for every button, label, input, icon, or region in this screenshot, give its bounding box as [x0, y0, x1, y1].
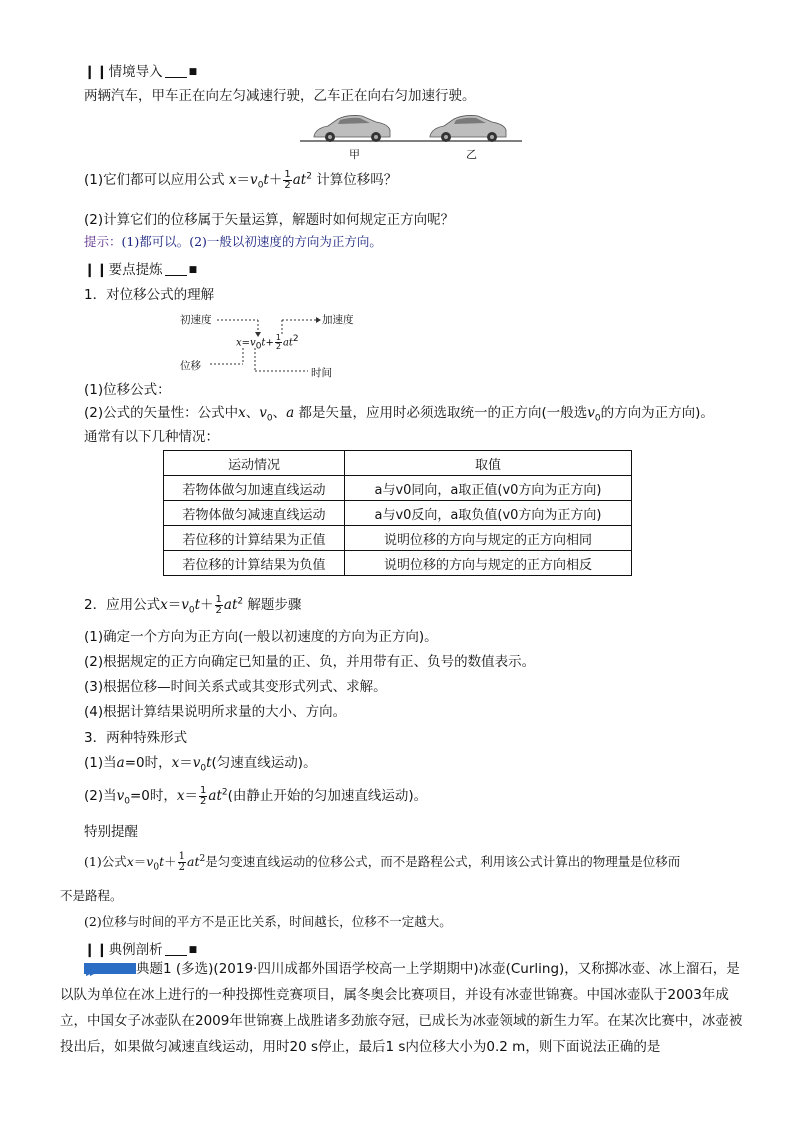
table-cell: 说明位移的方向与规定的正方向相反	[345, 551, 632, 576]
diagram-formula: $x=v_0t+$ $\frac{1}{2}$ $at^2$	[236, 333, 299, 352]
table-cell: 若物体做匀减速直线运动	[164, 501, 345, 526]
point-1: (1)位移公式：	[84, 382, 171, 398]
table-row	[164, 501, 632, 526]
section-header-scenario: ❙❙情境导入 ■	[84, 64, 198, 80]
heading-2: 2．应用公式$x=v_0t+$ $\frac{1}{2}$ $at^2$ 解题步骤	[84, 593, 302, 616]
label-time: 时间	[311, 367, 332, 379]
heading-1: 1．对位移公式的理解	[84, 287, 215, 303]
label-displacement: 位移	[180, 360, 201, 372]
motion-cases-table	[163, 450, 632, 576]
tip-2: (2)位移与时间的平方不是正比关系，时间越长，位移不一定越大。	[84, 914, 452, 929]
cars-illustration	[300, 108, 522, 158]
table-row	[164, 526, 632, 551]
special-case-1: (1)当a=0时，$x=v_0t$(匀速直线运动)。	[84, 755, 317, 774]
hint: 提示：(1)都可以。(2)一般以初速度的方向为正方向。	[84, 234, 382, 249]
section-title: 情境导入	[108, 64, 163, 80]
example-badge-icon	[84, 963, 136, 974]
step-4: (4)根据计算结果说明所求量的大小、方向。	[84, 704, 347, 720]
tip-1-continued: 不是路程。	[60, 888, 123, 903]
point-3: 通常有以下几种情况：	[84, 429, 219, 445]
table-cell: 说明位移的方向与规定的正方向相同	[345, 526, 632, 551]
section-title: 要点提炼	[108, 262, 163, 278]
table-header-cell: 运动情况	[164, 451, 345, 476]
step-2: (2)根据规定的正方向确定已知量的正、负，并用带有正、负号的数值表示。	[84, 654, 536, 670]
car-label-jia: 甲	[349, 148, 360, 161]
displacement-formula: $x=v_0t+$ $\frac{1}{2}$ $at^2$	[228, 168, 312, 191]
example-text: (多选)(2019·四川成都外国语学校高一上学期期中)冰壶(Curling)，又称掷冰壶、冰上溜石，是以队为单位在冰上进行的一种投掷性竞赛项目，属冬奥会比赛项目，并设有冰壶世锦赛。中国冰壶队于2003年成立，中国女子冰壶队在2009年世锦赛上战胜诸多劲旅夺冠，已成长为冰壶领域的新生力军。在某次比赛中，冰壶被投出后，如果做匀减速直线运动，用时20 s停止，最后1 s内位移大小为0.2 m，则下面说法正确的是	[60, 961, 743, 1055]
example-1	[60, 956, 744, 1060]
heading-3: 3．两种特殊形式	[84, 730, 188, 746]
tip-1: (1)公式$x=v_0t+$ $\frac{1}{2}$ $at^2$是匀变速直线运动的位移公式，而不是路程公式，利用该公式计算出的物理量是位移而	[84, 851, 681, 873]
table-cell: a与v0反向，a取负值(v0方向为正方向)	[345, 501, 632, 526]
section-title: 典例剖析	[108, 942, 163, 958]
step-3: (3)根据位移—时间关系式或其变形式列式、求解。	[84, 679, 387, 695]
formula-diagram	[180, 308, 380, 378]
step-1: (1)确定一个方向为正方向(一般以初速度的方向为正方向)。	[84, 629, 438, 645]
table-cell: 若位移的计算结果为正值	[164, 526, 345, 551]
table-cell: 若位移的计算结果为负值	[164, 551, 345, 576]
label-initial-velocity: 初速度	[180, 314, 212, 326]
table-row	[164, 476, 632, 501]
section-header-key-points: ❙❙要点提炼 ■	[84, 262, 198, 278]
table-header-cell: 取值	[345, 451, 632, 476]
table-cell: a与v0同向，a取正值(v0方向为正方向)	[345, 476, 632, 501]
special-case-2: (2)当$v_0=0$时，x＝ $\frac{1}{2}$ $at^2$(由静止开始的匀加速直线运动)。	[84, 784, 428, 807]
car-yi-icon	[430, 115, 506, 142]
point-2: (2)公式的矢量性：公式中x、$v_0$、a 都是矢量，应用时必须选取统一的正方向(一般选$v_0$的方向为正方向)。	[84, 405, 714, 424]
car-label-yi: 乙	[466, 148, 477, 161]
question-1: (1)它们都可以应用公式 $x=v_0t+$ $\frac{1}{2}$ $at^2$ 计算位移吗？	[84, 168, 398, 191]
label-acceleration: 加速度	[322, 314, 354, 326]
section-header-examples: ❙❙典例剖析 ■	[84, 942, 198, 958]
scenario-intro: 两辆汽车，甲车正在向左匀减速行驶，乙车正在向右匀加速行驶。	[84, 88, 476, 104]
tip-title: 特别提醒	[84, 824, 138, 840]
table-cell: 若物体做匀加速直线运动	[164, 476, 345, 501]
question-2: (2)计算它们的位移属于矢量运算，解题时如何规定正方向呢？	[84, 212, 455, 228]
table-row	[164, 551, 632, 576]
example-label: 典题1	[136, 961, 172, 977]
car-jia-icon	[314, 115, 390, 142]
table-header-row	[164, 451, 632, 476]
